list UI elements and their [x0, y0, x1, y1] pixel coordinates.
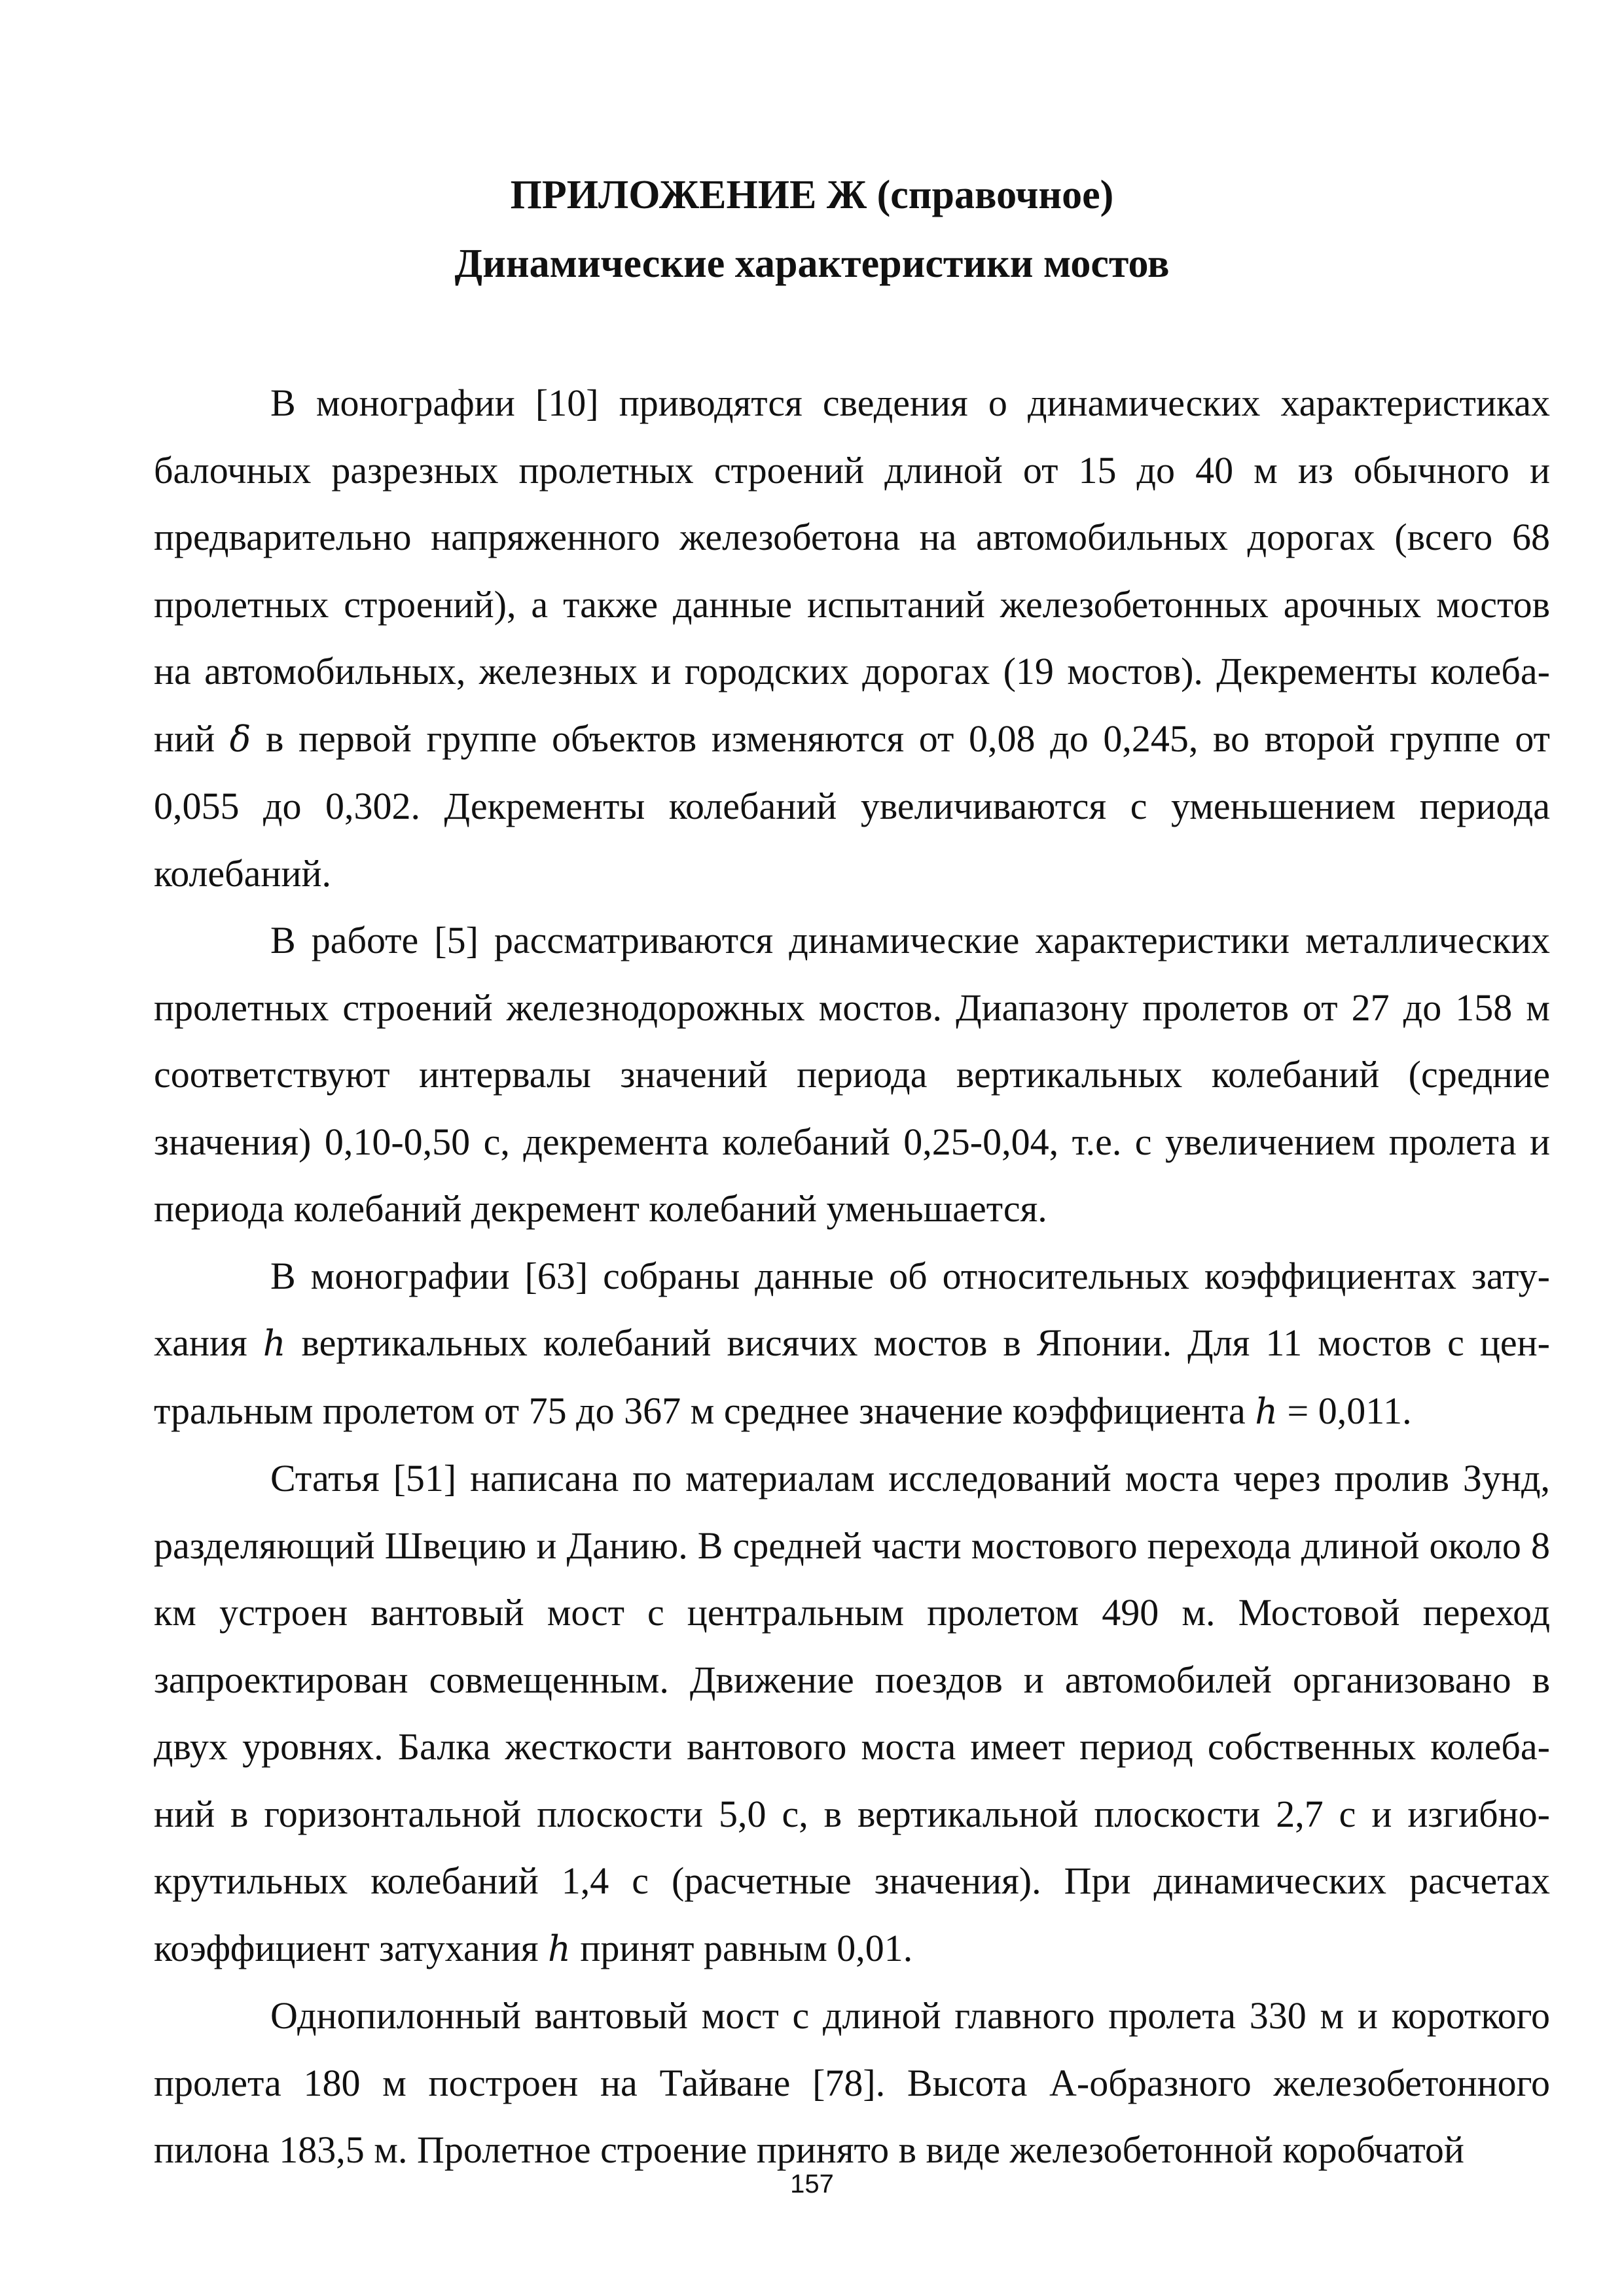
paragraph-2: В работе [5] рассматриваются динамические характеристики металлических пролетных строений железнодорожных мостов. Диапазону пролетов от 27 до 158 м соответствуют интервалы значений периода вертикальных колебаний (средние значения) 0,10-0,50 с, декремента колебаний 0,25-0,04, т.е. с увеличением пролета и периода колебаний декремент колебаний уменьшается.: [154, 919, 1550, 1230]
appendix-subtitle: Динамические характеристики мостов: [454, 242, 1170, 286]
paragraph-3-text-b: вертикальных колебаний висячих мостов в Японии. Для 11 мостов с центральным пролетом от 75 до 367 м среднее значение коэффициента: [154, 1321, 1550, 1432]
paragraph-3-text-a: В монографии [63] собраны данные об относительных коэффициентах затухания: [154, 1254, 1550, 1364]
appendix-title: ПРИЛОЖЕНИЕ Ж (справочное): [510, 173, 1114, 217]
paragraph-3: [154, 1243, 1550, 1446]
page-number: 157: [790, 2170, 834, 2198]
paragraph-1: [154, 370, 1550, 907]
paragraph-1-text-a: В монографии [10] приводятся сведения о динамических характеристиках балочных разрезных пролетных строений длиной от 15 до 40 м из обычного и предварительно напряженного железобетона на автомобильных дорогах (всего 68 пролетных строений), а также данные испытаний железобетонных арочных мостов на автомобильных, железных и городских дорогах (19 мостов). Декременты колебаний: [154, 382, 1550, 760]
h-symbol: h: [548, 1928, 571, 1969]
paragraph-5: Однопилонный вантовый мост с длиной главного пролета 330 м и короткого пролета 180 м построен на Тайване [78]. Высота А-образного железобетонного пилона 183,5 м. Пролетное строение принято в виде железобетонной коробчатой: [154, 1994, 1550, 2171]
paragraph-4: [154, 1445, 1550, 1982]
delta-symbol: δ: [229, 718, 251, 760]
paragraph-4-text-b: принят равным 0,01.: [570, 1926, 913, 1969]
paragraph-1-text-b: в первой группе объектов изменяются от 0,08 до 0,245, во второй группе от 0,055 до 0,302. Декременты колебаний увеличиваются с уменьшением периода колебаний.: [154, 717, 1550, 895]
h-symbol: h: [262, 1323, 286, 1364]
paragraph-3-text-c: = 0,011.: [1278, 1389, 1412, 1432]
body-text: [154, 370, 1550, 2184]
paragraph-4-text-a: Статья [51] написана по материалам исследований моста через пролив Зунд, разделяющий Швецию и Данию. В средней части мостового перехода длиной около 8 км устроен вантовый мост с центральным пролетом 490 м. Мостовой переход запроектирован совмещенным. Движение поездов и автомобилей организовано в двух уровнях. Балка жесткости вантового моста имеет период собственных колебаний в горизонтальной плоскости 5,0 с, в вертикальной плоскости 2,7 с и изгибно-крутильных колебаний 1,4 с (расчетные значения). При динамических расчетах коэффициент затухания: [154, 1457, 1550, 1969]
h-symbol: h: [1255, 1390, 1278, 1432]
